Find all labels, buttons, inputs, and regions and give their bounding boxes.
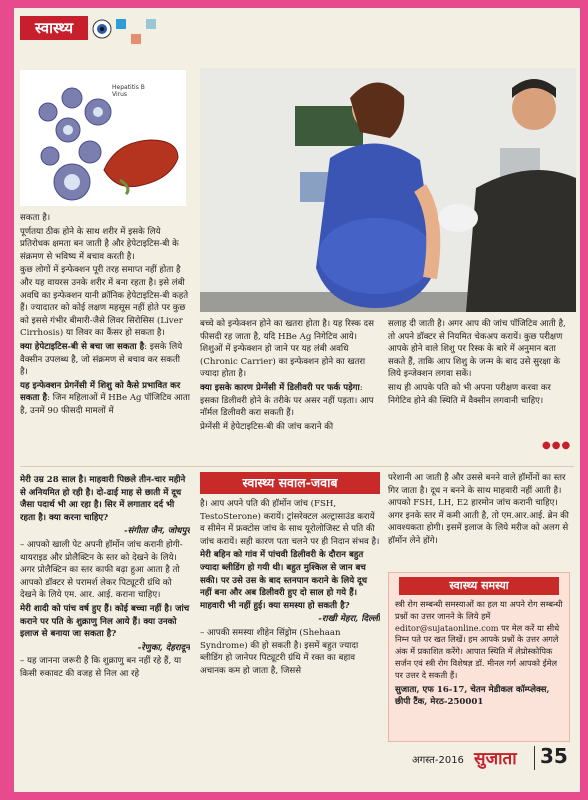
reader-question: मेरी शादी को पांच वर्ष हुए हैं। कोई बच्चा नहीं है। जांच कराने पर पति के शुक्राणु निल आये हैं। क्या उनको इलाज से बनाया जा सकता है? <box>20 603 190 640</box>
paragraph: कुछ लोगों में इन्फेक्शन पूरी तरह समाप्त नहीं होता है और यह वायरस उनके शरीर में बना रहता है। इसे लंबी अवधि का इन्फेक्शन यानी क्रॉनिक हेपेटाइटिस-बी कहते हैं। ज्यादातर को कोई लक्षण महसूस नहीं होते पर कुछ को इससे गंभीर बीमारी-जैसे लिवर सिरोसिस (Liver Cirrhosis) या लिवर का कैंसर हो सकता है। <box>20 265 189 339</box>
qa-section-header: स्वास्थ्य सवाल-जवाब <box>200 472 380 494</box>
expert-answer: परेशानी आ जाती है और उससे बनने वाले हॉर्मोनों का स्तर गिर जाता है। दूध न बनने के साथ माहवारी नहीं आती है। आपको FSH, LH, E2 हारमोन जांच करानी चाहिए। अगर इनके स्तर में कमी आती है, तो एम.आर.आई. ब्रेन की आवश्यकता होगी। इसमें इलाज के लिये मरीज को अलग से हॉर्मोन लेने होंगे। <box>388 473 569 546</box>
qa-column-left <box>20 474 190 784</box>
qa-column-middle <box>200 498 380 788</box>
expert-answer: – आपकी समस्या शीहेन सिंड्रोम (Shehaan Syndrome) की हो सकती है। इसमें बहुत ज्यादा ब्लीडिंग हो जानेपर पिट्यूटरी ग्रंथि में रक्त का बहाव अचानक कम हो जाता है, जिससे <box>200 627 359 676</box>
paragraph: सलाह दी जाती है। अगर आप की जांच पॉजिटिव आती है, तो अपने डॉक्टर से नियमित चेकअप करायें। कुछ परीक्षण आपके होने वाले शिशु पर रिस्क के बारे में अनुमान बता सकते हैं, ताकि आप शिशु के जन्म के बाद उसे सुरक्षा के लिये इन्जेक्शन लगवा सकें। <box>388 319 566 380</box>
article-column-1 <box>20 212 190 472</box>
virus-liver-graphic <box>20 70 186 206</box>
magazine-page <box>14 8 580 792</box>
square-orange-icon <box>131 34 141 44</box>
liver-illustration <box>20 70 186 206</box>
paragraph: साथ ही आपके पति को भी अपना परीक्षण करवा कर निगेटिव होने की स्थिति में वैक्सीन लगवानी चाहिए। <box>388 382 551 406</box>
question-heading: क्या हेपेटाइटिस-बी से बचा जा सकता है <box>20 341 145 352</box>
reader-signature: -संगीता जैन, जोधपुर <box>124 526 190 537</box>
answer-text: : इसका डिलीवरी होने के तरीके पर असर नहीं पड़ता। आप नॉर्मल डिलीवरी करा सकती हैं। <box>200 382 374 419</box>
paragraph: सकता है। <box>20 213 51 223</box>
question-heading: यह इन्फेक्शन प्रेगनेंसी में शिशु को कैसे प्रभावित कर सकता है <box>20 380 181 404</box>
reader-question: मेरी उम्र 28 साल है। माहवारी पिछले तीन-चार महीने से अनियमित हो रही है। दो-ढाई माह से छाती में दूध जैसा पदार्थ भी आ रहा है। सिर में लगातार दर्द भी रहता है। क्या करना चाहिए? <box>20 475 186 523</box>
virus-label: Hepatitis B Virus <box>112 84 145 98</box>
section-tag: स्वास्थ्य <box>20 16 88 40</box>
answer-text: : इसके लिये वैक्सीन उपलब्ध है, जो संक्रमण से बचाव कर सकती है। <box>20 341 183 378</box>
paragraph: पूर्णतया ठीक होने के साथ शरीर में इसके लिये प्रतिरोधक क्षमता बन जाती है और हेपेटाइटिस-बी के संक्रमण से भविष्य में बचाव करती है। <box>20 226 179 262</box>
eye-icon <box>92 19 112 39</box>
answer-text: : जिन महिलाओं में HBe Ag पॉजिटिव आता है, उनमें 90 फीसदी मामलों में <box>20 393 190 416</box>
square-lightblue-icon <box>146 19 156 29</box>
expert-answer: – आपको खाली पेट अपनी हॉर्मोन जांच करानी होगी- थायराइड और प्रोलैक्टिन के स्तर को देखने के लिये। अगर प्रोलैक्टिन का स्तर काफी बढ़ा हुआ आता है तो आपको डॉक्टर से परामर्श लेकर पिट्यूटरी ग्रंथि को देखने के लिये एम. आर. आई. कराना चाहिए। <box>20 539 183 601</box>
box-address: सुजाता, एफ 16-17, चेतन मेडीकल कॉम्प्लेक्स, छीपी टैंक, मेरठ-250001 <box>395 684 550 707</box>
health-problem-box <box>388 572 570 742</box>
magazine-logo: सुजाता <box>474 749 517 769</box>
paragraph: बच्चे को इन्फेक्शन होने का खतरा होता है। यह रिस्क दस फीसदी रह जाता है, यदि HBe Ag निगेटिव आये। शिशुओं में इन्फेक्शन हो जाने पर यह लंबी अवधि (Chronic Carrier) का इन्फेक्शन होने का खतरा ज्यादा होता है। <box>200 319 374 380</box>
footer-divider <box>534 746 535 770</box>
paragraph: प्रेग्नेंसी में हेपेटाइटिस-बी की जांच कराने की <box>200 421 334 432</box>
box-text: स्त्री रोग सम्बन्धी समस्याओं का हल या अपने रोग सम्बन्धी प्रश्नों का उत्तर जानने के लिये हमें editor@sujataonline.com पर मेल करें या सीधे निम्न पते पर खत लिखें। हम आपके प्रश्नों के उत्तर अगले अंक में प्रकाशित करेंगे। आपात स्थिति में लेप्रोस्कोपिक सर्जन एवं स्त्री रोग विशेषज्ञ डॉ. मीनल गर्ग आपको ईमेल पर उत्तर दे सकती हैं। <box>395 599 563 680</box>
qa-column-right <box>388 472 574 568</box>
article-column-3 <box>388 318 574 458</box>
reader-question: मेरी बहिन को गांव में पांचवी डिलीवरी के दौरान बहुत ज्यादा ब्लीडिंग हो गयी थी। बहुत मुश्किल से जान बच सकी। पर उसे उस के बाद स्तनपान कराने के लिये दूध नहीं बना और अब डिलीवरी हुए दो साल हो गये हैं। माहवारी भी नहीं हुई। क्या समस्या हो सकती है? <box>200 550 368 611</box>
reader-signature: -राखी मेहरा, दिल्ली <box>318 614 380 625</box>
article-column-2 <box>200 318 380 468</box>
box-header: स्वास्थ्य समस्या <box>399 577 559 595</box>
reader-signature: -रेणुका, देहरादून <box>137 642 190 653</box>
end-marker-icon: ●●● <box>542 440 572 451</box>
question-heading: क्या इसके कारण प्रेग्नेंसी में डिलीवरी पर फर्क पड़ेगा <box>200 382 360 393</box>
page-number: 35 <box>540 744 568 768</box>
pregnancy-photo <box>200 68 576 312</box>
expert-answer: है। आप अपने पति की हॉर्मोन जांच (FSH, TestoSterone) करायें। ट्रांसरेक्टल अल्ट्रासाउंड करायें व सीमेन में फ्रक्टोस जांच के साथ यूरोलोजिस्ट से पति की जांच करायें। सही कारण पता चलने पर ही निदान संभव है। <box>200 499 380 547</box>
section-divider <box>20 466 574 467</box>
issue-date: अगस्त-2016 <box>412 755 464 766</box>
expert-answer: – यह जानना जरूरी है कि शुक्राणु बन नहीं रहे हैं, या किसी रुकावट की वजह से निल आ रहे <box>20 656 182 679</box>
square-blue-icon <box>116 19 126 29</box>
